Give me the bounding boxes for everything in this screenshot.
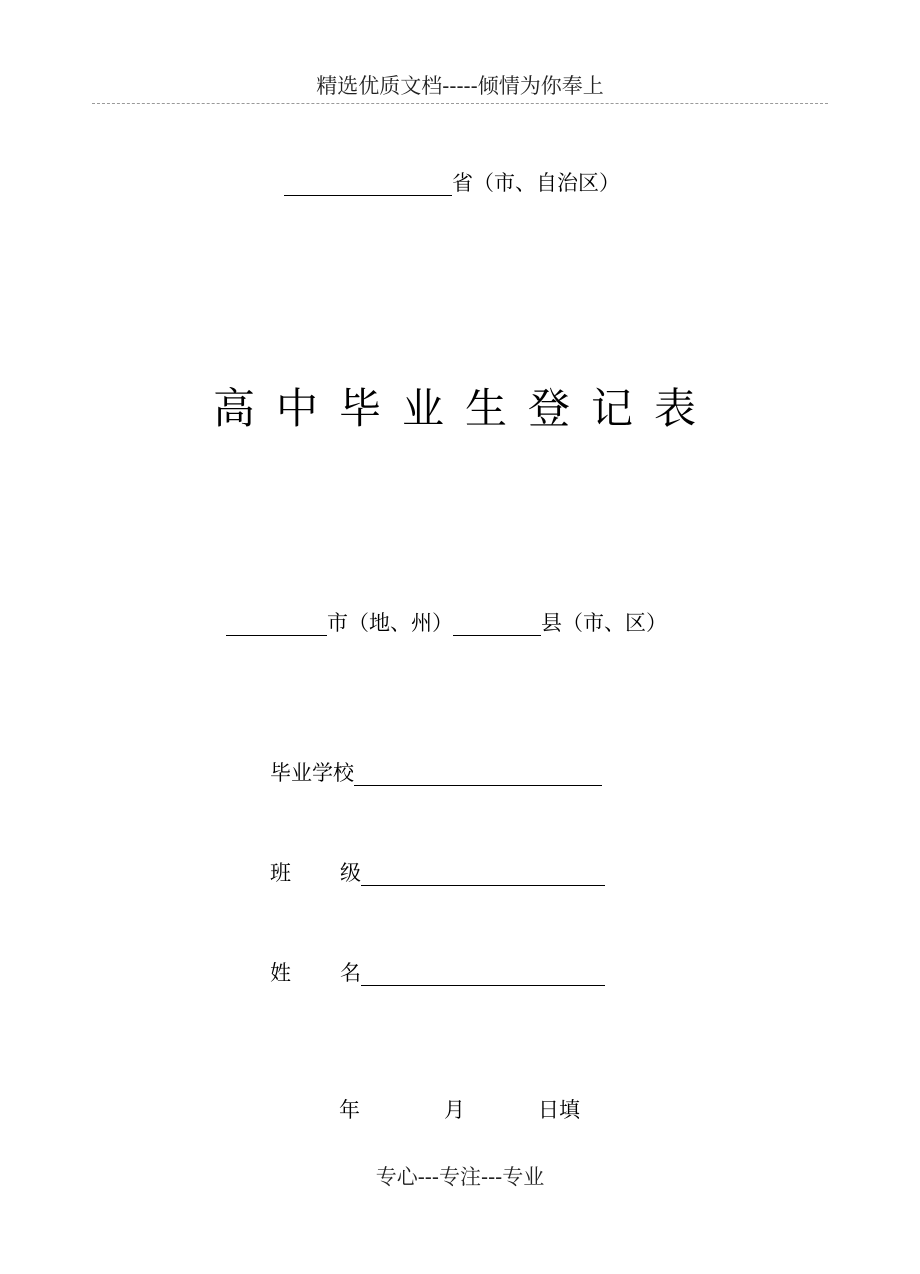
city-suffix: 市（地、州）	[327, 611, 453, 635]
name-field	[270, 960, 605, 986]
city-blank[interactable]	[226, 613, 327, 636]
province-suffix: 省（市、自治区）	[452, 171, 620, 195]
class-label-a: 班	[270, 861, 291, 885]
date-month: 月	[444, 1098, 465, 1122]
date-day: 日填	[538, 1098, 580, 1122]
name-label-b: 名	[340, 961, 361, 985]
header-divider	[92, 103, 828, 104]
page-footer: 专心---专注---专业	[375, 1165, 545, 1189]
class-label-b: 级	[340, 861, 361, 885]
class-blank[interactable]	[361, 863, 605, 886]
province-line	[284, 170, 620, 196]
class-field	[270, 860, 605, 886]
form-title: 高中毕业生登记表	[212, 384, 717, 433]
name-label-a: 姓	[270, 961, 291, 985]
city-county-line	[226, 610, 667, 636]
county-suffix: 县（市、区）	[541, 611, 667, 635]
date-year: 年	[339, 1098, 360, 1122]
county-blank[interactable]	[453, 613, 541, 636]
province-blank[interactable]	[284, 173, 452, 196]
page-header: 精选优质文档-----倾情为你奉上	[316, 74, 604, 98]
school-field	[270, 760, 602, 786]
name-blank[interactable]	[361, 963, 605, 986]
school-blank[interactable]	[354, 763, 602, 786]
school-label: 毕业学校	[270, 761, 354, 785]
